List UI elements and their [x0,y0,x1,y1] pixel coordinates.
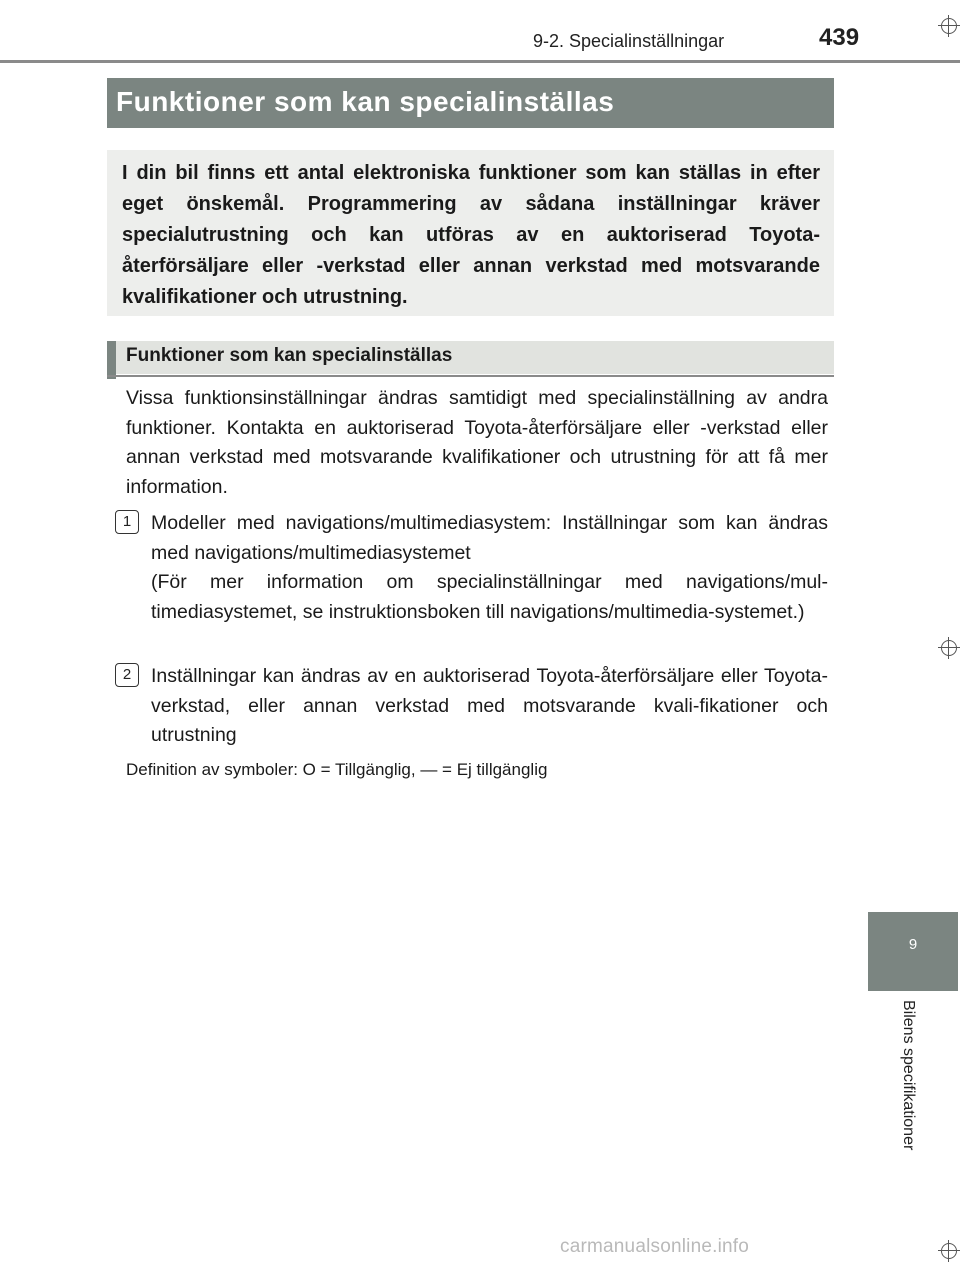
list-item-text: Inställningar kan ändras av en auktoriserad Toyota-återförsäljare eller Toyota-verkstad, eller annan verkstad med motsvarande kvali-fikationer och utrustning [151,665,828,746]
section-heading: 9-2. Specialinställningar [533,31,725,51]
body-paragraph [126,384,828,502]
intro-box [107,150,834,316]
chapter-tab: 9 [868,912,958,991]
page-number: 439 [819,24,860,51]
list-item-note: (För mer information om specialinställningar med navigations/mul-timediasystemet, se instruktionsboken till navigations/multimedia-systemet.) [151,571,828,623]
list-item [151,662,828,751]
list-item [151,509,828,627]
subheading: Funktioner som kan specialinställas [107,341,834,374]
crop-mark-icon [938,15,960,37]
symbol-definition: Definition av symboler: O = Tillgänglig, — = Ej tillgänglig [126,760,548,779]
chapter-label [895,1000,925,1190]
list-item-text: Modeller med navigations/multimediasystem: Inställningar som kan ändras med navigations/multimediasystemet [151,512,828,564]
header-rule [0,60,960,63]
body-paragraph-text: Vissa funktionsinställningar ändras samtidigt med specialinställning av andra funktioner. Kontakta en auktoriserad Toyota-återförsäljare eller -verkstad eller annan verkstad med motsvarande kvalifikationer och utrustning för att få mer information. [126,387,828,498]
chapter-label-text: Bilens specifikationer [900,1000,917,1151]
crop-mark-icon [938,637,960,659]
subheading-accent [107,341,116,379]
subheading-rule [107,375,834,377]
page-title: Funktioner som kan specialinställas [107,78,834,128]
item-number-badge: 1 [115,510,139,534]
intro-text: I din bil finns ett antal elektroniska funktioner som kan ställas in efter eget önskemål. Programmering av sådana inställningar kräver specialutrustning och kan utföras av en auktoriserad Toyota-återförsäljare eller -verkstad eller annan verkstad med motsvarande kvalifikationer och utrustning. [122,162,820,308]
crop-mark-icon [938,1240,960,1262]
watermark: carmanualsonline.info [560,1236,750,1257]
item-number-badge: 2 [115,663,139,687]
